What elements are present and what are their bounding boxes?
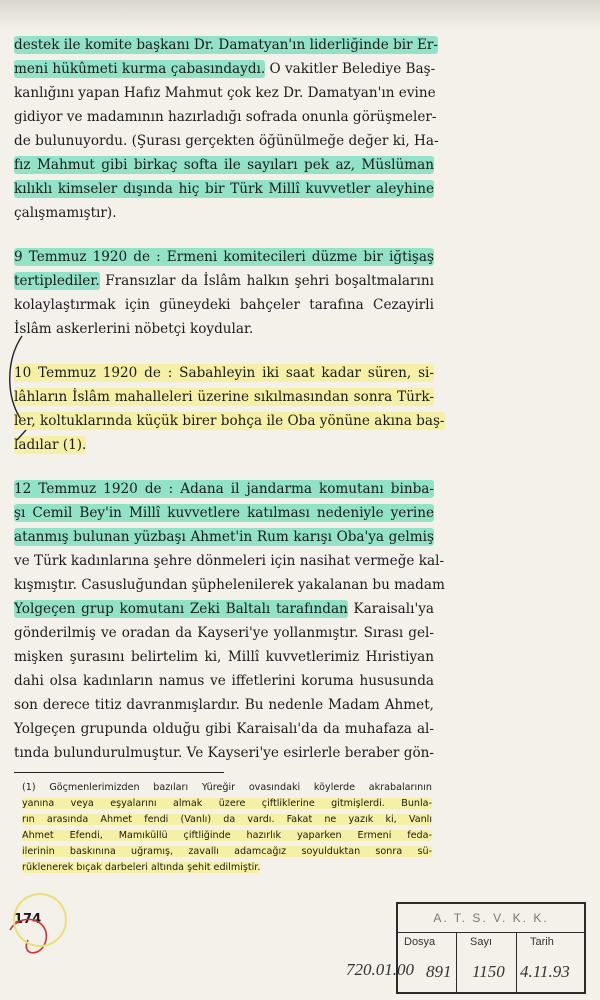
body-segment: Yolgeçen grup komutanı Zeki Baltalı tarafından (14, 601, 348, 617)
body-segment: 10 Temmuz 1920 de : Sabahleyin iki saat kadar süren, si- (14, 365, 434, 381)
body-segment: çalışmamıştır). (14, 205, 117, 221)
body-segment: Fransızlar da İslâm halkın şehri boşaltmalarını (99, 273, 434, 289)
stamp-col1-label: Dosya (404, 936, 436, 948)
footnote-segment: ilerinin baskınına uğramış, zavallı adamcağız soyulduktan sonra sü- (22, 846, 432, 857)
body-segment: kılıklı kimseler dışında hiç bir Türk Millî kuvvetler aleyhine (14, 181, 434, 197)
handwritten-archive-code: 720.01.00 (346, 960, 414, 979)
body-segment: lâhların İslâm mahalleleri üzerine sıkılmasından sonra Türk- (14, 389, 434, 405)
body-segment: gidiyor ve madamının hazırladığı sofrada onunla görüşmeler- (14, 109, 437, 125)
body-segment: 9 Temmuz 1920 de : Ermeni komitecileri düzme bir iğtişaş (14, 249, 434, 265)
footnote-segment: (1) Göçmenlerimizden bazıları Yüreğir ovasındaki köylerde akrabalarının (22, 782, 432, 793)
body-segment: fız Mahmut gibi birkaç softa ile sayıları pek az, Müslüman (14, 157, 434, 173)
body-segment: atanmış bulunan yüzbaşı Ahmet'in Rum karışı Oba'ya gelmiş (14, 529, 434, 545)
body-segment: Karaisalı'ya (347, 601, 434, 617)
footnote-segment: Ahmet Efendi, Mamıküllü çiftliğinde hazırlık yaparken Ermeni feda- (22, 830, 432, 841)
body-segment: Yolgeçen grupunda olduğu gibi Karaisalı'da da muhafaza al- (14, 721, 434, 737)
body-segment: tertiplediler. (14, 273, 100, 289)
body-segment: son derece titiz davranmışlardır. Bu nedenle Madam Ahmet, (14, 697, 434, 713)
body-segment: kanlığını yapan Hafız Mahmut çok kez Dr. Damatyan'ın evine (14, 85, 436, 101)
body-segment: destek ile komite başkanı Dr. Damatyan'ın liderliğinde bir Er- (14, 37, 438, 53)
archive-stamp (396, 902, 586, 994)
body-segment: ladılar (1). (14, 437, 87, 453)
tick-mark (17, 430, 26, 440)
body-segment: ve Türk kadınlarına şehre dönmeleri için nasihat vermeğe kal- (14, 553, 445, 569)
footnote-segment: yanına veya eşyalarını almak üzere çiftliklerine gitmişlerdi. Bunla- (22, 798, 432, 809)
body-segment: kışmıştır. Casusluğundan şüphelenilerek yakalanan bu madam (14, 577, 445, 593)
body-segment: İslâm askerlerini nöbetçi koydular. (14, 321, 254, 337)
body-segment: kolaylaştırmak için güneydeki bahçeler tarafına Cezayirli (14, 297, 434, 313)
stamp-col2-value: 1150 (472, 962, 505, 981)
bracket-mark (10, 336, 22, 418)
body-segment: dahi olsa kadınların namus ve iffetlerini koruma hususunda (14, 673, 434, 689)
stamp-header: A. T. S. V. K. K. (398, 904, 584, 933)
stamp-col3-label: Tarih (530, 936, 554, 948)
body-segment: meni hükûmeti kurma çabasındaydı. (14, 61, 266, 77)
page-number: 174 (14, 912, 42, 927)
body-segment: 12 Temmuz 1920 de : Adana il jandarma komutanı binba- (14, 481, 434, 497)
body-segment: O vakitler Belediye Baş- (265, 61, 436, 77)
body-segment: ler, koltuklarında küçük birer bohça ile Oba yönüne akına baş- (14, 413, 445, 429)
body-segment: de bulunuyordu. (Şurası gerçekten öğünülmeğe değer ki, Ha- (14, 133, 439, 149)
stamp-col2-label: Sayı (470, 936, 493, 948)
red-circle-mark (10, 919, 46, 952)
stamp-col3-value: 4.11.93 (520, 962, 570, 981)
body-segment: şı Cemil Bey'in Millî kuvvetlere katılması nedeniyle yerine (14, 505, 434, 521)
body-segment: tında bulundurulmuştur. Ve Kayseri'ye esirlerle beraber gön- (14, 745, 434, 761)
body-segment: gönderilmiş ve oradan da Kayseri'ye yollanmıştır. Sırası gel- (14, 625, 434, 641)
body-segment: mişken şurasını belirtelim ki, Millî kuvvetlerimiz Hıristiyan (14, 649, 434, 665)
stamp-col1-value: 891 (426, 962, 452, 981)
footnote-segment: rüklenerek bıçak darbeleri altında şehit edilmiştir. (22, 862, 261, 873)
footnote-segment: rın arasında Ahmet fendi (Vanlı) da vardı. Fakat ne yazık ki, Vanlı (22, 814, 432, 825)
